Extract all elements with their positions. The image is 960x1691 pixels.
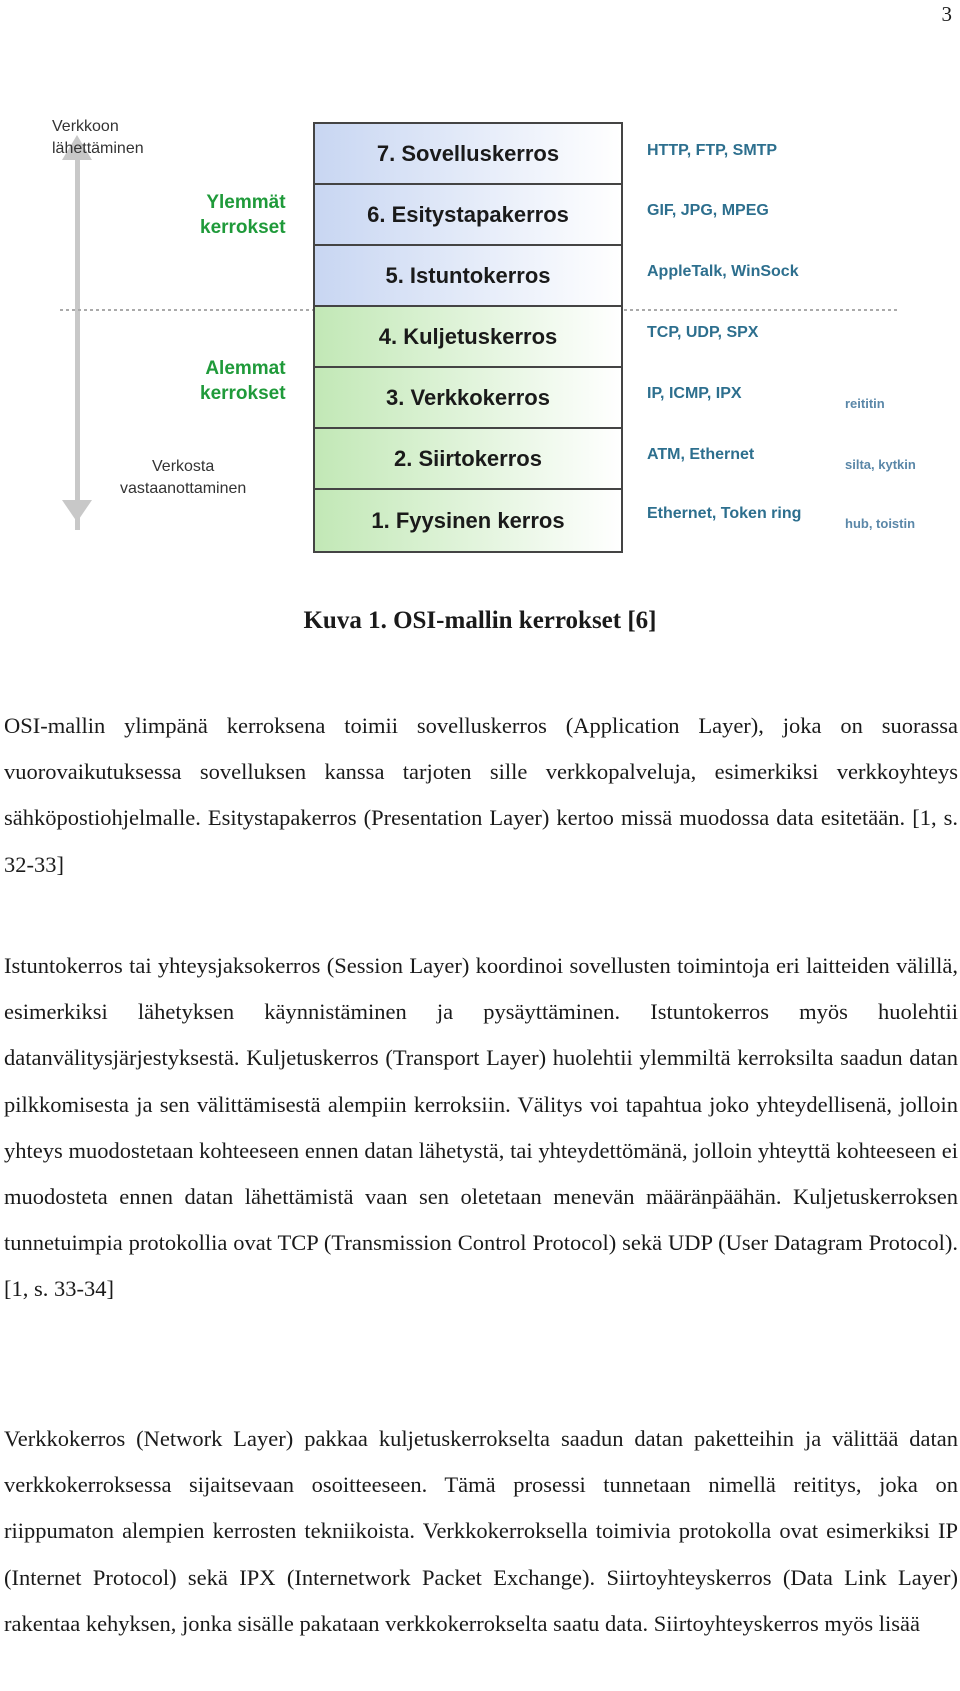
page-number: 3	[941, 2, 952, 26]
send-label	[52, 116, 144, 160]
device-layer-1: hub, toistin	[845, 516, 916, 531]
paragraph-3: Verkkokerros (Network Layer) pakkaa kuljetuskerrokselta saadun datan paketteihin ja välittää datan verkkokerroksessa sijaitsevaan osoitteeseen. Tämä prosessi tunnetaan nimellä reititys, joka on riippumaton alempien kerrosten tekniikoista. Verkkokerroksella toimivia protokolla ovat esimerkiksi IP (Internet Protocol) sekä IPX (Internetwork Packet Exchange). Siirtoyhteyskerros (Data Link Layer) rakentaa kehyksen, jonka sisälle pakataan verkkokerrokselta saatu data. Siirtoyhteyskerros myös lisää	[4, 1426, 958, 1636]
receive-label	[120, 456, 246, 500]
protocols-layer-6: GIF, JPG, MPEG	[647, 202, 769, 219]
protocols-layer-7: HTTP, FTP, SMTP	[647, 142, 778, 159]
layer-7: 7. Sovelluskerros	[315, 124, 621, 185]
paragraph-2: Istuntokerros tai yhteysjaksokerros (Session Layer) koordinoi sovellusten toimintoja eri laitteiden välillä, esimerkiksi lähetyksen käynnistäminen ja pysäyttäminen. Istuntokerros myös huolehtii datanvälitysjärjestyksestä. Kuljetuskerros (Transport Layer) huolehtii ylemmiltä kerroksilta saadun datan pilkkomisesta ja sen välittämisestä alempiin kerroksiin. Välitys voi tapahtua joko yhteydellisenä, jolloin yhteys muodostetaan kohteeseen ennen datan lähetystä, tai yhteydettömänä, jolloin yhteyttä kohteeseen ei muodosteta ennen datan lähettämistä vaan sen oletetaan menevän määränpäähän. Kuljetuskerroksen tunnetuimpia protokollia ovat TCP (Transmission Control Protocol) sekä UDP (User Datagram Protocol). [1, s. 33-34]	[4, 953, 958, 1302]
receive-label-line1: Verkosta	[152, 458, 215, 475]
protocols-layer-3: IP, ICMP, IPX	[647, 385, 742, 402]
lower-layers-label	[200, 356, 286, 406]
layer-6: 6. Esitystapakerros	[315, 185, 621, 246]
lower-layers-line1: Alemmat	[205, 358, 286, 379]
send-label-line1: Verkkoon	[52, 118, 119, 135]
upper-layers-label	[200, 190, 286, 240]
receive-label-line2: vastaanottaminen	[120, 480, 247, 497]
layer-stack	[313, 122, 623, 553]
protocols-layer-5: AppleTalk, WinSock	[647, 263, 799, 280]
layer-3: 3. Verkkokerros	[315, 368, 621, 429]
paragraph-1: OSI-mallin ylimpänä kerroksena toimii sovelluskerros (Application Layer), joka on suorassa vuorovaikutuksessa sovelluksen kanssa tarjoten sille verkkopalveluja, esimerkiksi verkkoyhteys sähköpostiohjelmalle. Esitystapakerros (Presentation Layer) kertoo missä muodossa data esitetään. [1, s. 32-33]	[4, 713, 958, 877]
send-label-line2: lähettäminen	[52, 140, 144, 157]
figure-caption: Kuva 1. OSI-mallin kerrokset [6]	[303, 607, 657, 634]
layer-5: 5. Istuntokerros	[315, 246, 621, 307]
layer-1: 1. Fyysinen kerros	[315, 490, 621, 551]
lower-layers-line2: kerrokset	[200, 383, 286, 404]
device-layer-3: reititin	[845, 396, 885, 411]
upper-layers-line1: Ylemmät	[206, 192, 286, 213]
layer-2: 2. Siirtokerros	[315, 429, 621, 490]
layer-4: 4. Kuljetuskerros	[315, 307, 621, 368]
upper-layers-line2: kerrokset	[200, 217, 286, 238]
direction-line	[75, 140, 80, 530]
protocols-layer-4: TCP, UDP, SPX	[647, 324, 759, 341]
osi-model-figure	[40, 110, 920, 570]
protocols-layer-1: Ethernet, Token ring	[647, 505, 802, 522]
protocols-layer-2: ATM, Ethernet	[647, 446, 755, 463]
device-layer-2: silta, kytkin	[845, 457, 916, 472]
arrow-down-icon	[62, 500, 92, 522]
